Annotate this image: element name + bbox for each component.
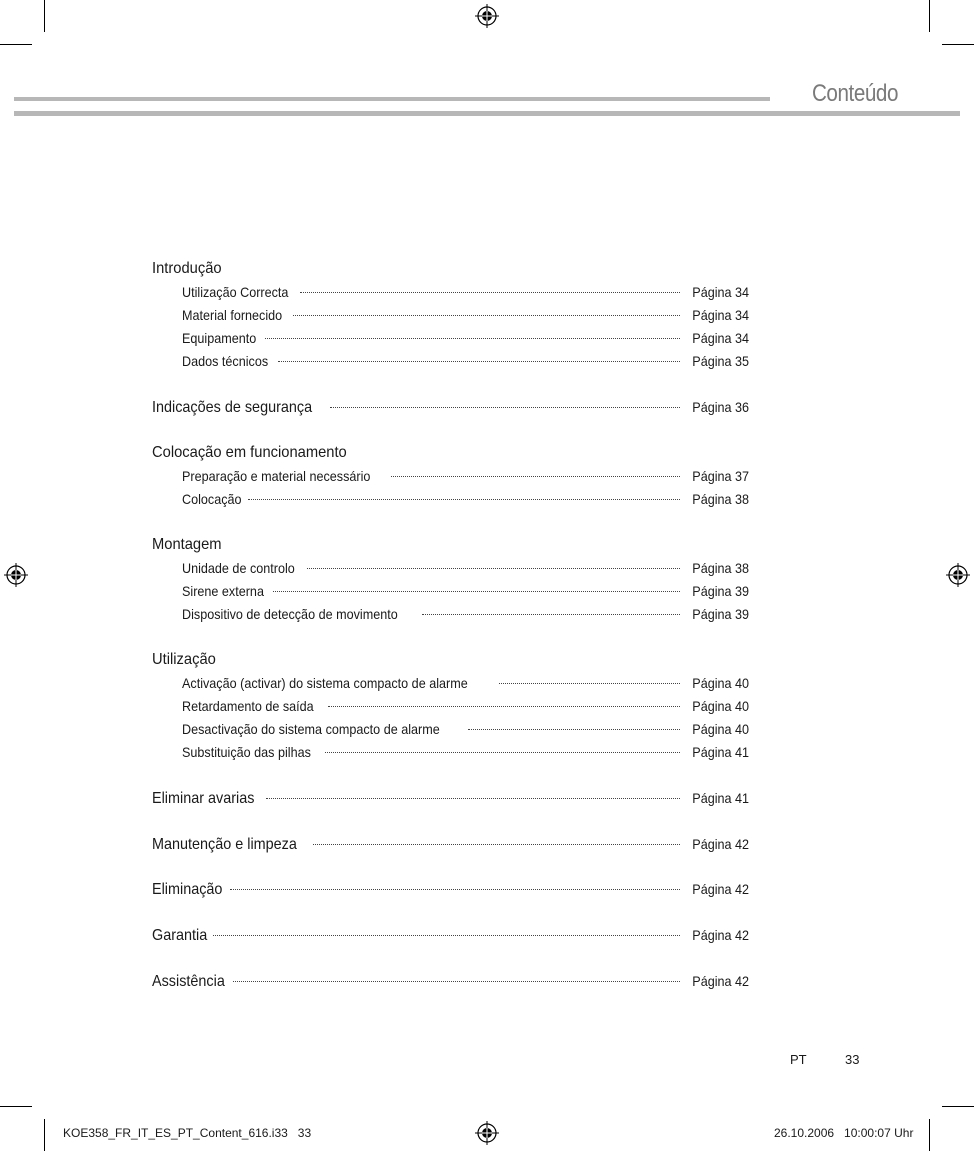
dot-leader: [248, 485, 680, 500]
toc-entry-page: Página 42: [692, 927, 749, 943]
crop-mark: [44, 1119, 45, 1151]
dot-leader: [265, 324, 680, 339]
toc-entry-page: Página 34: [692, 330, 749, 346]
registration-mark-icon: [946, 563, 970, 587]
dot-leader: [422, 600, 680, 615]
table-of-contents: [152, 258, 749, 993]
toc-entry-page: Página 40: [692, 721, 749, 737]
toc-entry-page: Página 40: [692, 675, 749, 691]
toc-section: [152, 442, 749, 511]
crop-mark: [929, 0, 930, 32]
header-rule-top: [14, 97, 770, 101]
registration-mark-icon: [475, 4, 499, 28]
toc-section-heading: Utilização: [152, 651, 216, 668]
toc-entry-label: Dados técnicos: [182, 353, 269, 369]
footer-language: PT: [790, 1052, 807, 1067]
toc-section-heading: Montagem: [152, 536, 222, 553]
registration-mark-icon: [4, 563, 28, 587]
dot-leader: [213, 921, 680, 936]
toc-entry-page: Página 39: [692, 583, 749, 599]
toc-entry-page: Página 35: [692, 353, 749, 369]
toc-entry-page: Página 41: [692, 744, 749, 760]
toc-entry-label: Utilização Correcta: [182, 284, 289, 300]
toc-entry-label: Material fornecido: [182, 307, 283, 323]
crop-mark: [942, 44, 974, 45]
print-slug-timestamp: 26.10.2006 10:00:07 Uhr: [774, 1126, 914, 1140]
toc-entry-label: Eliminar avarias: [152, 790, 255, 807]
toc-section: [152, 649, 749, 764]
dot-leader: [499, 669, 679, 684]
toc-entry[interactable]: [152, 603, 749, 626]
dot-leader: [278, 347, 680, 362]
toc-entry-page: Página 41: [692, 790, 749, 806]
dot-leader: [230, 875, 680, 890]
page-title: Conteúdo: [811, 80, 899, 107]
toc-entry-label: Unidade de controlo: [182, 560, 295, 576]
toc-entry-label: Activação (activar) do sistema compacto de alarme: [182, 675, 468, 691]
toc-entry-page: Página 34: [692, 307, 749, 323]
toc-entry[interactable]: [152, 488, 749, 511]
toc-entry-page: Página 38: [692, 491, 749, 507]
header-rule-bottom: [14, 111, 960, 116]
toc-entry-page: Página 38: [692, 560, 749, 576]
toc-entry[interactable]: [152, 833, 749, 856]
toc-entry-page: Página 36: [692, 399, 749, 415]
crop-mark: [929, 1119, 930, 1151]
toc-entry[interactable]: [152, 924, 749, 947]
toc-entry-label: Substituição das pilhas: [182, 744, 311, 760]
toc-entry-label: Dispositivo de detecção de movimento: [182, 606, 398, 622]
toc-entry-page: Página 42: [692, 881, 749, 897]
toc-entry[interactable]: [152, 396, 749, 419]
toc-section: [152, 534, 749, 626]
footer-page-number: 33: [845, 1052, 860, 1067]
toc-entry[interactable]: [152, 741, 749, 764]
dot-leader: [233, 967, 680, 982]
toc-entry-page: Página 42: [692, 973, 749, 989]
toc-entry-label: Retardamento de saída: [182, 698, 314, 714]
dot-leader: [328, 692, 680, 707]
crop-mark: [44, 0, 45, 32]
dot-leader: [391, 462, 680, 477]
toc-entry-page: Página 34: [692, 284, 749, 300]
dot-leader: [266, 784, 680, 799]
toc-entry-label: Eliminação: [152, 881, 223, 898]
toc-entry-label: Colocação: [182, 491, 242, 507]
toc-entry[interactable]: [152, 970, 749, 993]
toc-entry-label: Manutenção e limpeza: [152, 836, 297, 853]
toc-entry-label: Equipamento: [182, 330, 257, 346]
toc-entry[interactable]: [152, 878, 749, 901]
crop-mark: [942, 1106, 974, 1107]
toc-entry-page: Página 37: [692, 468, 749, 484]
toc-entry-label: Sirene externa: [182, 583, 264, 599]
toc-entry[interactable]: [152, 350, 749, 373]
toc-entry-page: Página 42: [692, 836, 749, 852]
dot-leader: [330, 393, 680, 408]
toc-entry-label: Desactivação do sistema compacto de alarme: [182, 721, 440, 737]
toc-entry-page: Página 40: [692, 698, 749, 714]
toc-section-heading: Colocação em funcionamento: [152, 444, 347, 461]
dot-leader: [273, 577, 680, 592]
toc-section: [152, 258, 749, 373]
dot-leader: [468, 715, 680, 730]
toc-entry-label: Preparação e material necessário: [182, 468, 371, 484]
toc-entry[interactable]: [152, 787, 749, 810]
dot-leader: [293, 301, 680, 316]
dot-leader: [313, 830, 680, 845]
toc-entry-label: Garantia: [152, 927, 208, 944]
print-slug-file: KOE358_FR_IT_ES_PT_Content_616.i33 33: [63, 1126, 312, 1140]
toc-entry-label: Assistência: [152, 973, 225, 990]
registration-mark-icon: [475, 1121, 499, 1145]
crop-mark: [0, 1106, 32, 1107]
dot-leader: [307, 554, 680, 569]
toc-entry-label: Indicações de segurança: [152, 399, 313, 416]
dot-leader: [325, 738, 680, 753]
crop-mark: [0, 44, 32, 45]
dot-leader: [300, 278, 680, 293]
toc-section-heading: Introdução: [152, 260, 222, 277]
toc-entry-page: Página 39: [692, 606, 749, 622]
